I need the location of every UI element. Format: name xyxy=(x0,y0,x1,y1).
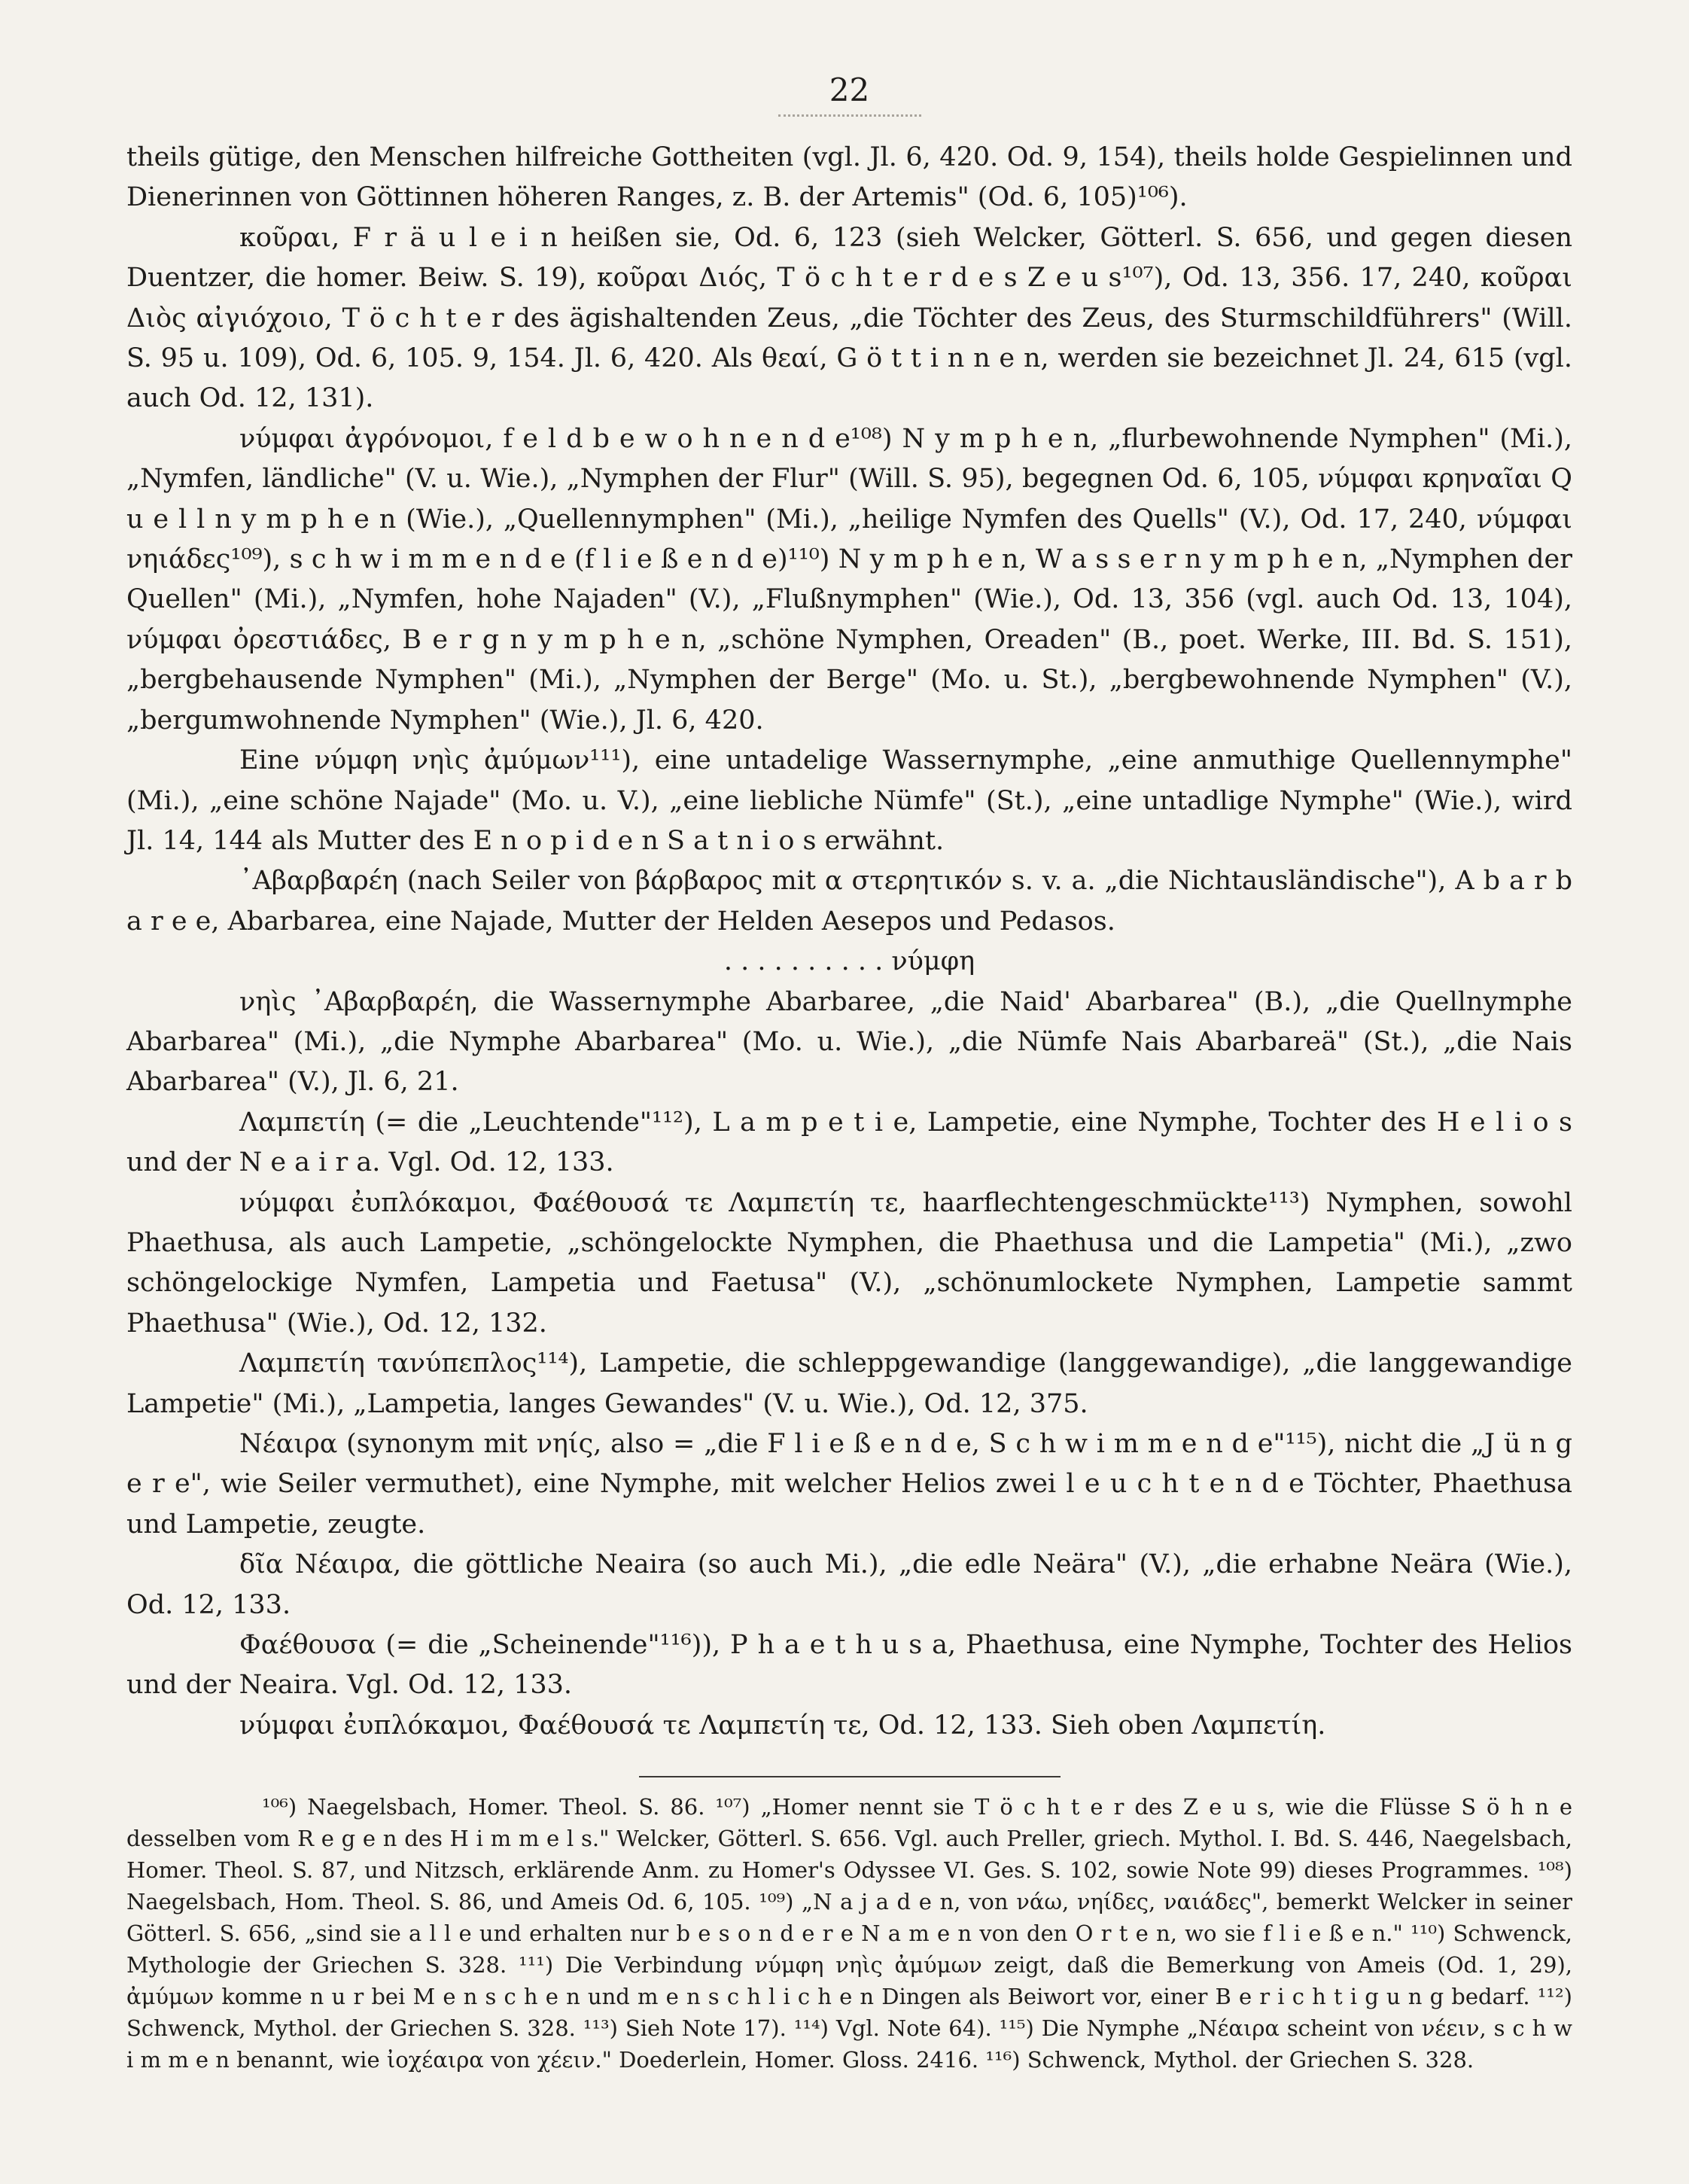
paragraph: δῖα Νέαιρα, die göttliche Neaira (so auch Mi.), „die edle Neära" (V.), „die erhabne Neära (Wie.), Od. 12, 133. xyxy=(126,1549,1572,1620)
paragraph: Φαέθουσα (= die „Scheinende"¹¹⁶)), P h a e t h u s a, Phaethusa, eine Nymphe, Tochter des Helios und der Neaira. Vgl. Od. 12, 133. xyxy=(126,1630,1572,1701)
paragraph: . . . . . . . . . . νύμφη xyxy=(723,946,975,977)
footnote-block: ¹⁰⁶) Naegelsbach, Homer. Theol. S. 86. ¹⁰⁷) „Homer nennt sie T ö c h t e r des Z e u s, wie die Flüsse S ö h n e desselben vom R e g e n des H i m m e l s." Welcker, Götterl. S. 656. Vgl. auch Preller, griech. Mythol. I. Bd. S. 446, Naegelsbach, Homer. Theol. S. 87, und Nitzsch, erklärende Anm. zu Homer's Odyssee VI. Ges. S. 102, sowie Note 99) dieses Programmes. ¹⁰⁸) Naegelsbach, Hom. Theol. S. 86, und Ameis Od. 6, 105. ¹⁰⁹) „N a j a d e n, von νάω, νηίδες, ναιάδες", bemerkt Welcker in seiner Götterl. S. 656, „sind sie a l l e und erhalten nur b e s o n d e r e N a m e n von den O r t e n, wo sie f l i e ß e n." ¹¹⁰) Schwenck, Mythologie der Griechen S. 328. ¹¹¹) Die Verbindung νύμφη νηὶς ἀμύμων zeigt, daß die Bemerkung von Ameis (Od. 1, 29), ἀμύμων komme n u r bei M e n s c h e n und m e n s c h l i c h e n Dingen als Beiwort vor, einer B e r i c h t i g u n g bedarf. ¹¹²) Schwenck, Mythol. der Griechen S. 328. ¹¹³) Sieh Note 17). ¹¹⁴) Vgl. Note 64). ¹¹⁵) Die Nymphe „Νέαιρα scheint von νέειν, s c h w i m m e n benannt, wie ἰοχέαιρα von χέειν." Doederlein, Homer. Gloss. 2416. ¹¹⁶) Schwenck, Mythol. der Griechen S. 328. xyxy=(126,1794,1572,2073)
paragraph: ᾿Αβαρβαρέη (nach Seiler von βάρβαρος mit α στερητικόν s. v. a. „die Nichtausländische"), A b a r b a r e e, Abarbarea, eine Najade, Mutter der Helden Aesepos und Pedasos. xyxy=(126,866,1572,937)
paragraph: Νέαιρα (synonym mit νηίς, also = „die F l i e ß e n d e, S c h w i m m e n d e"¹¹⁵), nicht die „J ü n g e r e", wie Seiler vermuthet), eine Nymphe, mit welcher Helios zwei l e u c h t e n d e Töchter, Phaethusa und Lampetie, zeugte. xyxy=(126,1429,1572,1540)
paragraph: Λαμπετίη (= die „Leuchtende"¹¹²), L a m p e t i e, Lampetie, eine Nymphe, Tochter des H e l i o s und der N e a i r a. Vgl. Od. 12, 133. xyxy=(126,1107,1572,1178)
main-text xyxy=(126,138,1572,1746)
paragraph: κοῦραι, F r ä u l e i n heißen sie, Od. 6, 123 (sieh Welcker, Götterl. S. 656, und gegen diesen Duentzer, die homer. Beiw. S. 19), κοῦραι Διός, T ö c h t e r d e s Z e u s¹⁰⁷), Od. 13, 356. 17, 240, κοῦραι Διὸς αἰγιόχοιο, T ö c h t e r des ägishaltenden Zeus, „die Töchter des Zeus, des Sturmschildführers" (Will. S. 95 u. 109), Od. 6, 105. 9, 154. Jl. 6, 420. Als θεαί, G ö t t i n n e n, werden sie bezeichnet Jl. 24, 615 (vgl. auch Od. 12, 131). xyxy=(126,222,1572,414)
paragraph: Eine νύμφη νηὶς ἀμύμων¹¹¹), eine untadelige Wassernymphe, „eine anmuthige Quellennymphe" (Mi.), „eine schöne Najade" (Mo. u. V.), „eine liebliche Nümfe" (St.), „eine untadlige Nymphe" (Wie.), wird Jl. 14, 144 als Mutter des E n o p i d e n S a t n i o s erwähnt. xyxy=(126,745,1572,856)
footnotes xyxy=(126,1791,1572,2076)
paragraph: νύμφαι ἐυπλόκαμοι, Φαέθουσά τε Λαμπετίη τε, haarflechtengeschmückte¹¹³) Nymphen, sowohl Phaethusa, als auch Lampetie, „schöngelockte Nymphen, die Phaethusa und die Lampetia" (Mi.), „zwo schöngelockige Nymfen, Lampetia und Faetusa" (V.), „schönumlockete Nymphen, Lampetie sammt Phaethusa" (Wie.), Od. 12, 132. xyxy=(126,1187,1572,1339)
footnote-rule xyxy=(639,1776,1061,1777)
paragraph: νύμφαι ἐυπλόκαμοι, Φαέθουσά τε Λαμπετίη τε, Od. 12, 133. Sieh oben Λαμπετίη. xyxy=(239,1710,1326,1741)
paragraph: νύμφαι ἀγρόνομοι, f e l d b e w o h n e n d e¹⁰⁸) N y m p h e n, „flurbewohnende Nymphen" (Mi.), „Nymfen, ländliche" (V. u. Wie.), „Nymphen der Flur" (Will. S. 95), begegnen Od. 6, 105, νύμφαι κρηναῖαι Q u e l l n y m p h e n (Wie.), „Quellennymphen" (Mi.), „heilige Nymfen des Quells" (V.), Od. 17, 240, νύμφαι νηιάδες¹⁰⁹), s c h w i m m e n d e (f l i e ß e n d e)¹¹⁰) N y m p h e n, W a s s e r n y m p h e n, „Nymphen der Quellen" (Mi.), „Nymfen, hohe Najaden" (V.), „Flußnymphen" (Wie.), Od. 13, 356 (vgl. auch Od. 13, 104), νύμφαι ὀρεστιάδες, B e r g n y m p h e n, „schöne Nymphen, Oreaden" (B., poet. Werke, III. Bd. S. 151), „bergbehausende Nymphen" (Mi.), „Nymphen der Berge" (Mo. u. St.), „bergbewohnende Nymphen" (V.), „bergumwohnende Nymphen" (Wie.), Jl. 6, 420. xyxy=(126,423,1572,736)
header-rule xyxy=(778,114,921,117)
page-number: 22 xyxy=(829,72,870,108)
paragraph: Λαμπετίη τανύπεπλος¹¹⁴), Lampetie, die schleppgewandige (langgewandige), „die langgewandige Lampetie" (Mi.), „Lampetia, langes Gewandes" (V. u. Wie.), Od. 12, 375. xyxy=(126,1348,1572,1419)
paragraph: νηὶς ᾿Αβαρβαρέη, die Wassernymphe Abarbaree, „die Naid' Abarbarea" (B.), „die Quellnymphe Abarbarea" (Mi.), „die Nymphe Abarbarea" (Mo. u. Wie.), „die Nümfe Nais Abarbareä" (St.), „die Nais Abarbarea" (V.), Jl. 6, 21. xyxy=(126,986,1572,1098)
paragraph: theils gütige, den Menschen hilfreiche Gottheiten (vgl. Jl. 6, 420. Od. 9, 154), theils holde Gespielinnen und Dienerinnen von Göttinnen höheren Ranges, z. B. der Artemis" (Od. 6, 105)¹⁰⁶). xyxy=(126,142,1572,213)
